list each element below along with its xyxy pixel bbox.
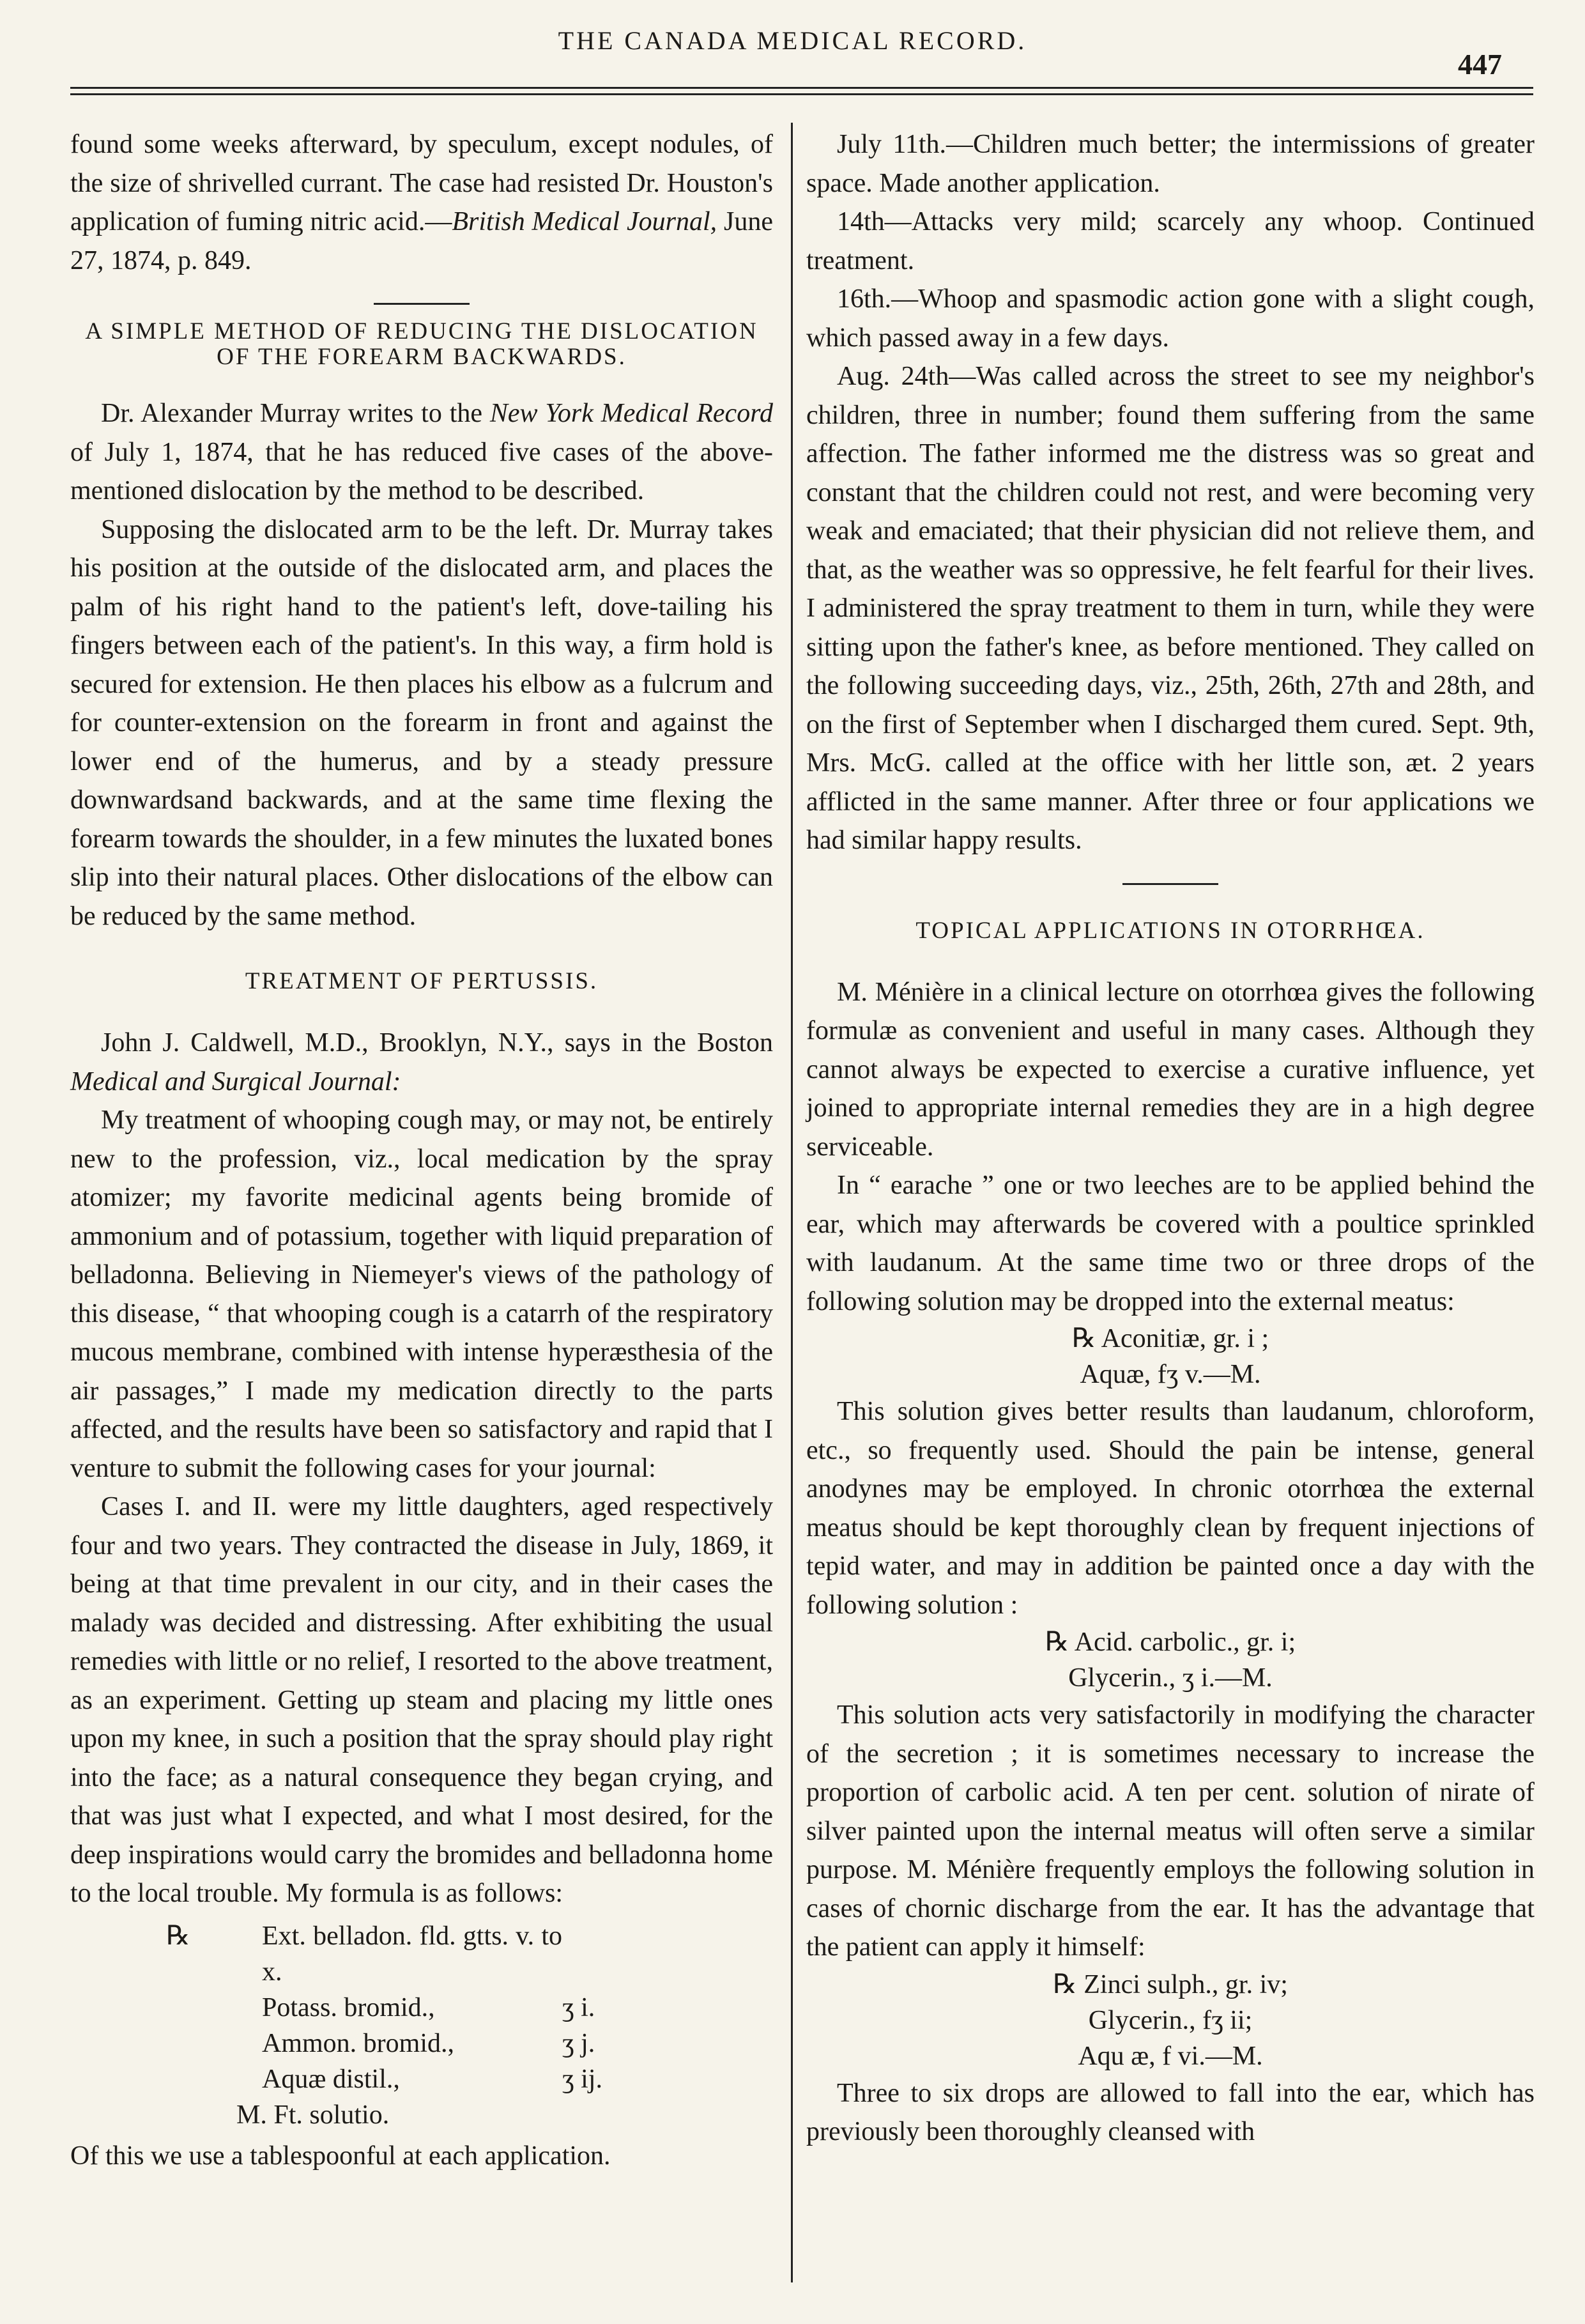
right-column: [806, 125, 1535, 2151]
case-paragraph-2: 14th—Attacks very mild; scarcely any whoop. Continued treatment.: [806, 207, 1535, 275]
section-divider: [1122, 883, 1218, 885]
article-heading-dislocation: A SIMPLE METHOD OF REDUCING THE DISLOCATION OF THE FOREARM BACKWARDS.: [85, 318, 758, 370]
formula-end: M. Ft. solutio.: [236, 2100, 390, 2130]
otorrhoea-paragraph-4: This solution acts very satisfactorily in modifying the character of the secretion ; it is sometimes necessary to increase the proportion of carbolic acid. A ten per cent. solution of nirate of silver painted upon the internal meatus will often serve a similar purpose. M. Ménière frequently employs the following solution in cases of chornic discharge from the ear. It has the advantage that the patient can apply it himself:: [806, 1700, 1535, 1962]
pertussis-paragraph-4: Of this we use a tablespoonful at each application.: [70, 2141, 611, 2171]
prescription-3: ℞ Zinci sulph., gr. iv; Glycerin., fʒ ii; Aqu æ, f vi.—M.: [1053, 1969, 1288, 2071]
prescription-2: ℞ Acid. carbolic., gr. i; Glycerin., ʒ i.—M.: [1045, 1628, 1296, 1693]
left-column: [70, 125, 773, 2175]
header-rule-second: [70, 93, 1533, 95]
header-rule: [70, 87, 1533, 89]
case-paragraph-3: 16th.—Whoop and spasmodic action gone with a slight cough, which passed away in a few days.: [806, 284, 1535, 353]
article-heading-pertussis: TREATMENT OF PERTUSSIS.: [245, 968, 599, 994]
formula-row: Aquæ distil., ʒ ij.: [262, 2064, 602, 2094]
article-heading-otorrhoea: TOPICAL APPLICATIONS IN OTORRHŒA.: [915, 917, 1425, 944]
formula-row: ℞ Ext. belladon. fld. gtts. v. to x.: [166, 1921, 562, 1987]
page-number: 447: [1458, 48, 1502, 81]
continued-paragraph: found some weeks afterward, by speculum, except nodules, of the size of shrivelled currant. The case had resisted Dr. Houston's application of fuming nitric acid.—British Medical Journal, June 27, 1874, p. 849.: [70, 130, 773, 275]
otorrhoea-paragraph-2: In “ earache ” one or two leeches are to be applied behind the ear, which may afterwards be covered with a poultice sprinkled with laudanum. At the same time two or three drops of the following solution may be dropped into the external meatus:: [806, 1171, 1535, 1316]
pertussis-paragraph-2: My treatment of whooping cough may, or may not, be entirely new to the profession, viz., local medication by the spray atomizer; my favorite medicinal agents being bromide of ammonium and of potassium, together with liquid preparation of belladonna. Believing in Niemeyer's views of the pathology of this disease, “ that whooping cough is a catarrh of the respiratory mucous membrane, combined with intense hyperæsthesia of the air passages,” I made my medication directly to the parts affected, and the results have been so satisfactory and rapid that I venture to submit the following cases for your journal:: [70, 1105, 773, 1483]
pertussis-paragraph-1: John J. Caldwell, M.D., Brooklyn, N.Y., says in the Boston Medical and Surgical Journal:: [70, 1028, 773, 1097]
otorrhoea-paragraph-1: M. Ménière in a clinical lecture on otorrhœa gives the following formulæ as convenient and useful in many cases. Although they cannot always be expected to exercise a curative influence, yet joined to appropriate internal remedies they are in a high degree serviceable.: [806, 977, 1535, 1162]
formula-row: Ammon. bromid., ʒ j.: [262, 2028, 595, 2058]
prescription-1: ℞ Aconitiæ, gr. i ; Aquæ, fʒ v.—M.: [1071, 1324, 1269, 1389]
running-head: THE CANADA MEDICAL RECORD.: [558, 26, 1027, 55]
pertussis-paragraph-3: Cases I. and II. were my little daughters, aged respectively four and two years. They contracted the disease in July, 1869, it being at that time prevalent in our city, and in their cases the malady was decided and distressing. After exhibiting the usual remedies with little or no relief, I resorted to the above treatment, as an experiment. Getting up steam and placing my little ones upon my knee, in such a position that the spray should play right into the face; as a natural consequence they began crying, and that was just what I expected, and what I most desired, for the deep inspirations would carry the bromides and belladonna home to the local trouble. My formula is as follows:: [70, 1492, 773, 1908]
otorrhoea-paragraph-5: Three to six drops are allowed to fall into the ear, which has previously been thoroughly cleansed with: [806, 2078, 1535, 2146]
otorrhoea-paragraph-3: This solution gives better results than laudanum, chloroform, etc., so frequently used. Should the pain be intense, general anodynes may be employed. In chronic otorrhœa the external meatus should be kept thoroughly clean by frequent injections of tepid water, and may in addition be painted once a day with the following solution :: [806, 1397, 1535, 1620]
formula-block: [70, 1918, 773, 2133]
case-paragraph-1: July 11th.—Children much better; the intermissions of greater space. Made another application.: [806, 130, 1535, 198]
column-divider: [791, 123, 793, 2282]
formula-row: Potass. bromid., ʒ i.: [262, 1992, 595, 2022]
dislocation-paragraph-2: Supposing the dislocated arm to be the left. Dr. Murray takes his position at the outside of the dislocated arm, and places the palm of his right hand to the patient's left, dove-tailing his fingers between each of the patient's. In this way, a firm hold is secured for extension. He then places his elbow as a fulcrum and for counter-extension on the forearm in front and against the lower end of the humerus, and by a steady pressure downwardsand backwards, and at the same time flexing the forearm towards the shoulder, in a few minutes the luxated bones slip into their natural places. Other dislocations of the elbow can be reduced by the same method.: [70, 514, 773, 931]
section-divider: [374, 303, 470, 305]
case-paragraph-4: Aug. 24th—Was called across the street to see my neighbor's children, three in number; found them suffering from the same affection. The father informed me the distress was so great and constant that the children could not rest, and were becoming very weak and emaciated; that their physician did not relieve them, and that, as the weather was so oppressive, he felt fearful for their lives. I administered the spray treatment to them in turn, while they were sitting upon the father's knee, as before mentioned. They called on the following succeeding days, viz., 25th, 26th, 27th and 28th, and on the first of September when I discharged them cured. Sept. 9th, Mrs. McG. called at the office with her little son, æt. 2 years afflicted in the same manner. After three or four applications we had similar happy results.: [806, 362, 1535, 855]
dislocation-paragraph-1: Dr. Alexander Murray writes to the New York Medical Record of July 1, 1874, that he has reduced five cases of the above-mentioned dislocation by the method to be described.: [70, 399, 773, 505]
